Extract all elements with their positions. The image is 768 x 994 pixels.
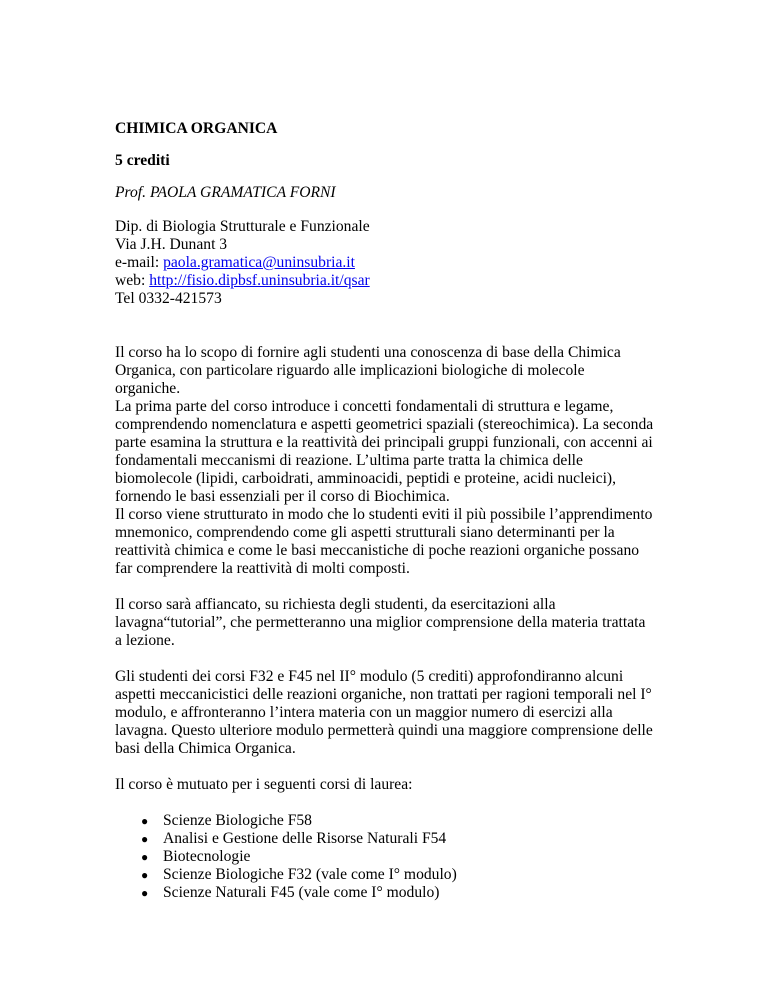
list-item [115, 866, 675, 884]
phone: Tel 0332-421573 [115, 290, 222, 307]
contact-block [115, 218, 675, 308]
paragraph-line: Il corso ha lo scopo di fornire agli studenti una conoscenza di base della Chimica [115, 344, 621, 361]
paragraph-line: modulo, e affronteranno l’intera materia con un maggior numero di esercizi alla [115, 704, 613, 721]
paragraph-line: aspetti meccanicistici delle reazioni organiche, non trattati per ragioni temporali nel I° [115, 686, 652, 703]
paragraph-line: parte esamina la struttura e la reattività dei principali gruppi funzionali, con accenni ai [115, 434, 653, 451]
mutuato-paragraph [115, 776, 675, 794]
paragraph-line: basi della Chimica Organica. [115, 740, 296, 757]
intro-paragraph [115, 344, 675, 578]
list-item-label: Analisi e Gestione delle Risorse Naturali F54 [163, 830, 447, 847]
paragraph-line: Il corso sarà affiancato, su richiesta degli studenti, da esercitazioni alla [115, 596, 556, 613]
list-item-label: Scienze Biologiche F58 [163, 812, 312, 829]
email-line [115, 254, 675, 272]
list-item-label: Biotecnologie [163, 848, 251, 865]
paragraph-line: mnemonico, comprendendo come gli aspetti strutturali siano determinanti per la [115, 524, 615, 541]
paragraph-line: lavagna. Questo ulteriore modulo permetterà quindi una maggiore comprensione delle [115, 722, 653, 739]
paragraph-line: lavagna“tutorial”, che permetteranno una miglior comprensione della materia trattata [115, 614, 646, 631]
paragraph-line: Gli studenti dei corsi F32 e F45 nel II° modulo (5 crediti) approfondiranno alcuni [115, 668, 624, 685]
paragraph-line: Il corso viene strutturato in modo che lo studenti eviti il più possibile l’apprendimento [115, 506, 653, 523]
bullet-icon: ● [141, 850, 149, 864]
email-link[interactable]: paola.gramatica@uninsubria.it [163, 254, 355, 271]
web-label: web: [115, 272, 150, 289]
list-item [115, 884, 675, 902]
list-item [115, 848, 675, 866]
paragraph-line: a lezione. [115, 632, 175, 649]
list-item-label: Scienze Biologiche F32 (vale come I° modulo) [163, 866, 457, 883]
course-title: CHIMICA ORGANICA [115, 120, 278, 137]
email-label: e-mail: [115, 254, 164, 271]
paragraph-line: Organica, con particolare riguardo alle implicazioni biologiche di molecole [115, 362, 585, 379]
bullet-icon: ● [141, 814, 149, 828]
web-link[interactable]: http://fisio.dipbsf.uninsubria.it/qsar [149, 272, 370, 289]
professor-name: Prof. PAOLA GRAMATICA FORNI [115, 184, 336, 201]
list-item [115, 812, 675, 830]
list-item [115, 830, 675, 848]
bullet-icon: ● [141, 832, 149, 846]
paragraph-line: Il corso è mutuato per i seguenti corsi di laurea: [115, 776, 413, 793]
list-item-label: Scienze Naturali F45 (vale come I° modulo) [163, 884, 440, 901]
paragraph-line: comprendendo nomenclatura e aspetti geometrici spaziali (stereochimica). La seconda [115, 416, 654, 433]
tutorial-paragraph [115, 596, 675, 650]
paragraph-line: reattività chimica e come le basi meccanistiche di poche reazioni organiche possano [115, 542, 640, 559]
web-line [115, 272, 675, 290]
paragraph-line: biomolecole (lipidi, carboidrati, amminoacidi, peptidi e proteine, acidi nucleici), [115, 470, 616, 487]
department: Dip. di Biologia Strutturale e Funzionale [115, 218, 370, 235]
paragraph-line: fornendo le basi essenziali per il corso di Biochimica. [115, 488, 450, 505]
paragraph-line: fondamentali meccanismi di reazione. L’ultima parte tratta la chimica delle [115, 452, 583, 469]
paragraph-line: far comprendere la reattività di molti composti. [115, 560, 410, 577]
module2-paragraph [115, 668, 675, 758]
address: Via J.H. Dunant 3 [115, 236, 228, 253]
bullet-icon: ● [141, 886, 149, 900]
course-credits: 5 crediti [115, 152, 170, 169]
bullet-icon: ● [141, 868, 149, 882]
paragraph-line: La prima parte del corso introduce i concetti fondamentali di struttura e legame, [115, 398, 614, 415]
degree-course-list [115, 812, 675, 902]
document-page [115, 112, 675, 902]
paragraph-line: organiche. [115, 380, 181, 397]
